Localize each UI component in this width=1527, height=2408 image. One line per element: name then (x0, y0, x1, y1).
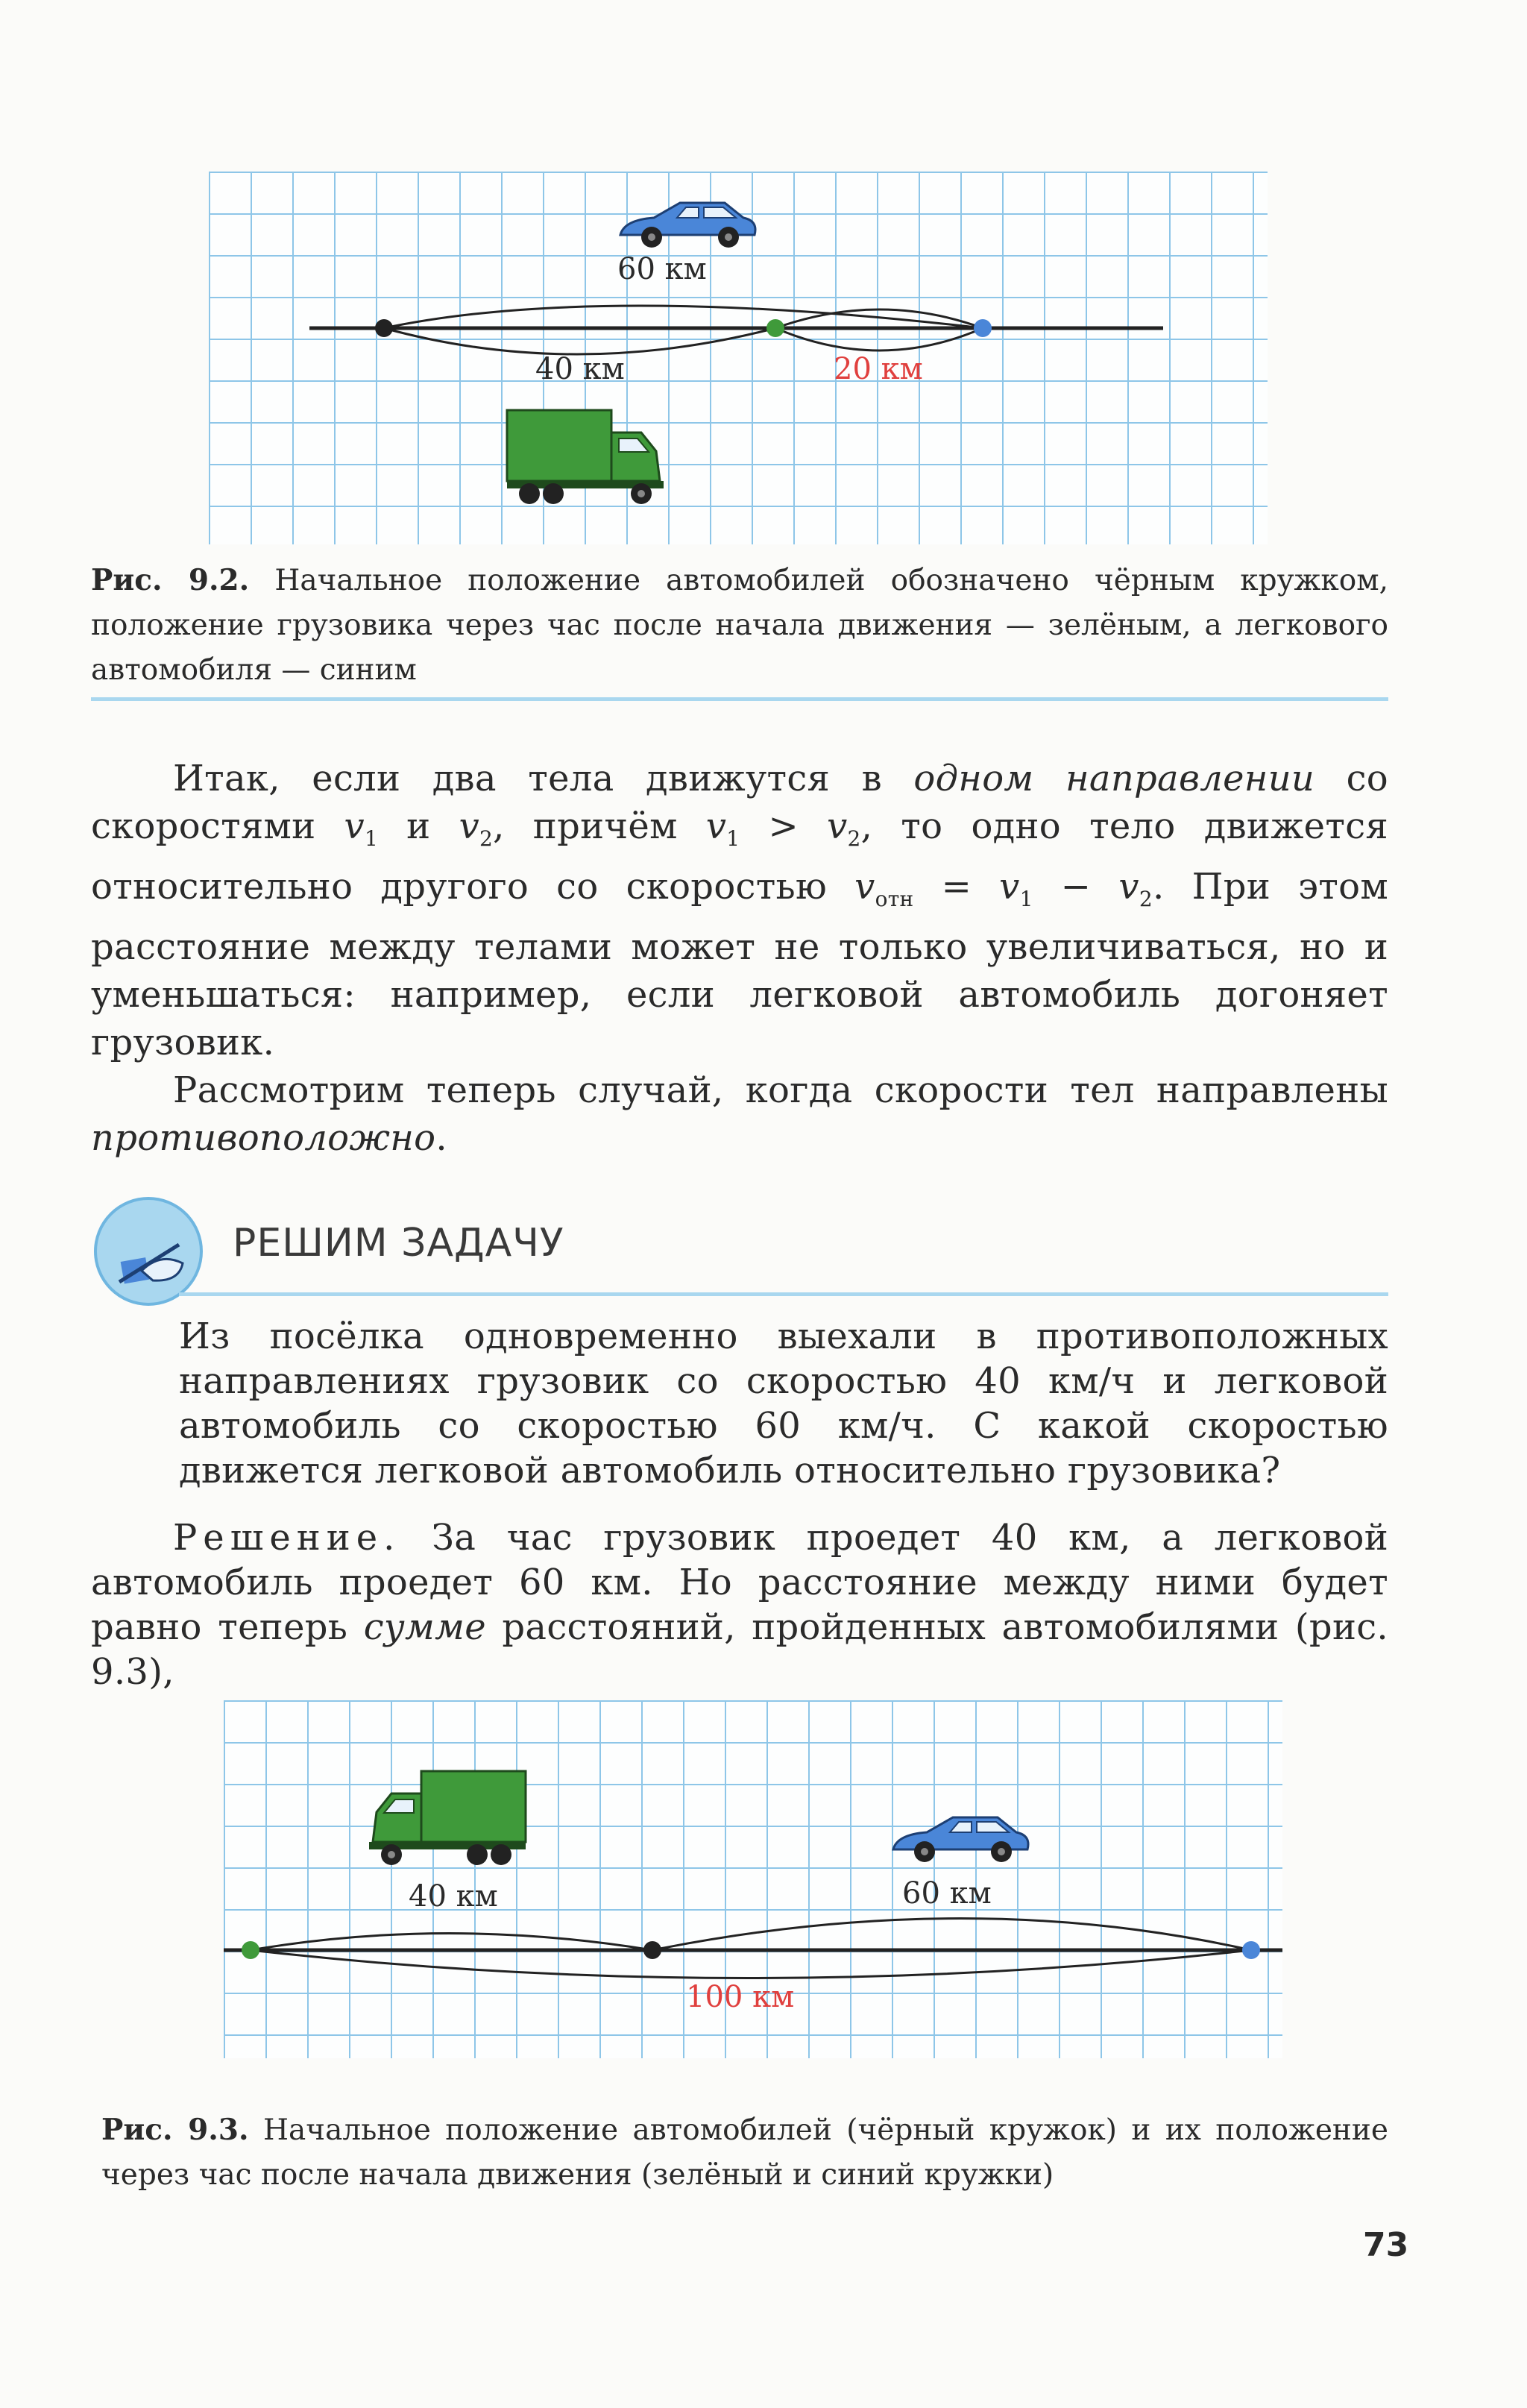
car-icon (620, 203, 755, 248)
car-icon (893, 1817, 1028, 1862)
start-point-black (643, 1941, 661, 1959)
figure-9-3-caption (101, 2107, 1388, 2198)
emphasis-sum: сумме (363, 1606, 486, 1648)
figure-9-3 (224, 1700, 1282, 2058)
section-icon (94, 1197, 203, 1306)
arc-truck-40km (251, 1934, 652, 1951)
label-20-km: 20 км (834, 352, 923, 386)
label-100-km: 100 км (686, 1980, 795, 2014)
solution-text: Решение. За час грузовик проедет 40 км, а легковой автомобиль проедет 60 км. Но расстояние между ними будет равно теперь сумме расстояний, пройденных автомобилями (рис. 9.3), (91, 1517, 1388, 1693)
emphasis-opposite: противоположно (91, 1117, 436, 1159)
caption-divider (91, 697, 1388, 701)
main-text (91, 755, 1388, 1162)
section-divider (179, 1292, 1388, 1296)
figure-9-2-diagram (209, 172, 1268, 544)
paragraph-same-direction: Итак, если два тела движутся в одном направлении со скоростями $v_1$ и $v_2$, причём $v_1 > v_2$, то одно тело движется относительно другого со скоростью $v_{отн} = v_1 - v_2$. При этом расстояние между телами может не только увеличиваться, но и уменьшаться: например, если легковой автомобиль догоняет грузовик. (91, 758, 1388, 1063)
truck-icon (507, 410, 664, 504)
car-position-blue (1242, 1941, 1260, 1959)
figure-9-2-caption (91, 558, 1388, 693)
label-60-km: 60 км (902, 1876, 992, 1911)
solution-label: Решение. (173, 1517, 401, 1559)
page-number: 73 (1363, 2226, 1409, 2264)
label-40-km: 40 км (409, 1879, 498, 1914)
label-40-km: 40 км (535, 352, 625, 386)
truck-position-green (242, 1941, 259, 1959)
start-point-black (375, 319, 393, 337)
label-60-km: 60 км (617, 252, 707, 286)
arc-truck-40km (384, 328, 775, 354)
figure-9-2 (209, 172, 1268, 544)
caption-ref: Рис. 9.2. (91, 563, 250, 597)
truck-position-green (766, 319, 784, 337)
caption-text: Начальное положение автомобилей (чёрный кружок) и их положение через час после начала движения (зелёный и синий кружки) (101, 2113, 1388, 2192)
section-title: РЕШИМ ЗАДАЧУ (233, 1221, 564, 1266)
caption-text: Начальное положение автомобилей обозначено чёрным кружком, положение грузовика через час после начала движения — зелёным, а легкового автомобиля — синим (91, 564, 1388, 687)
arc-car-60km (652, 1919, 1251, 1951)
paragraph-opposite-direction: Рассмотрим теперь случай, когда скорости тел направлены противоположно. (91, 1069, 1388, 1159)
arc-total-100km (251, 1950, 1251, 1978)
problem-text: Из посёлка одновременно выехали в противоположных направлениях грузовик со скоростью 40 км/ч и легковой автомобиль со скоростью 60 км/ч. С какой скоростью движется легковой автомобиль относительно грузовика? (179, 1315, 1388, 1491)
caption-ref: Рис. 9.3. (101, 2113, 249, 2147)
emphasis-one-direction: одном направлении (913, 758, 1315, 799)
car-position-blue (974, 319, 992, 337)
truck-icon (369, 1771, 526, 1865)
arc-gap-20km-lower (775, 328, 983, 350)
